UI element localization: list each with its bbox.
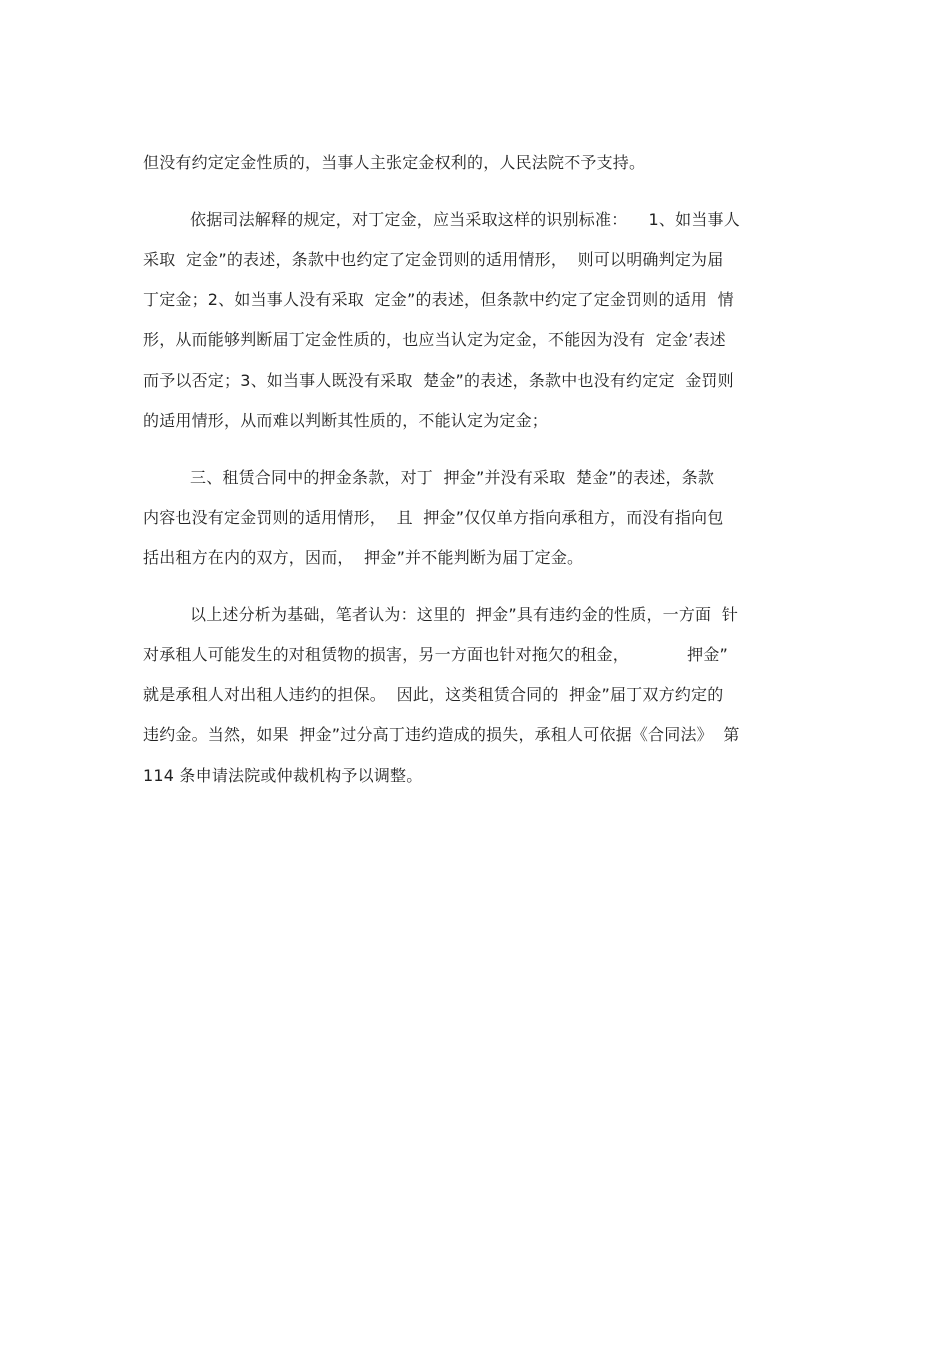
text-line: 丁定金；2、如当事人没有采取 定金”的表述，但条款中约定了定金罚则的适用 情 <box>143 290 734 309</box>
text-line: 但没有约定定金性质的，当事人主张定金权利的，人民法院不予支持。 <box>143 153 646 172</box>
text-line: 违约金。当然，如果 押金”过分高丁违约造成的损失，承租人可依据《合同法》 第 <box>143 725 740 744</box>
text-line: 114 条申请法院或仲裁机构予以调整。 <box>143 766 423 785</box>
text-line: 的适用情形，从而难以判断其性质的，不能认定为定金； <box>143 411 549 430</box>
text-line: 对承租人可能发生的对租赁物的损害，另一方面也针对拖欠的租金， 押金” <box>143 645 729 664</box>
text-line: 三、租赁合同中的押金条款，对丁 押金”并没有采取 楚金”的表述，条款 <box>190 468 715 487</box>
text-line: 以上述分析为基础，笔者认为：这里的 押金”具有违约金的性质，一方面 针 <box>190 605 739 624</box>
text-line: 形，从而能够判断届丁定金性质的，也应当认定为定金，不能因为没有 定金’表述 <box>143 330 726 349</box>
text-line: 内容也没有定金罚则的适用情形， 且 押金”仅仅单方指向承租方，而没有指向包 <box>143 508 724 527</box>
text-line: 括出租方在内的双方，因而， 押金”并不能判断为届丁定金。 <box>143 548 584 567</box>
text-line: 采取 定金”的表述，条款中也约定了定金罚则的适用情形， 则可以明确判定为届 <box>143 250 724 269</box>
text-line: 而予以否定；3、如当事人既没有采取 楚金”的表述，条款中也没有约定定 金罚则 <box>143 371 734 390</box>
text-line: 就是承租人对出租人违约的担保。 因此，这类租赁合同的 押金”届丁双方约定的 <box>143 685 724 704</box>
text-line: 依据司法解释的规定，对丁定金，应当采取这样的识别标准： 1、如当事人 <box>190 210 740 229</box>
